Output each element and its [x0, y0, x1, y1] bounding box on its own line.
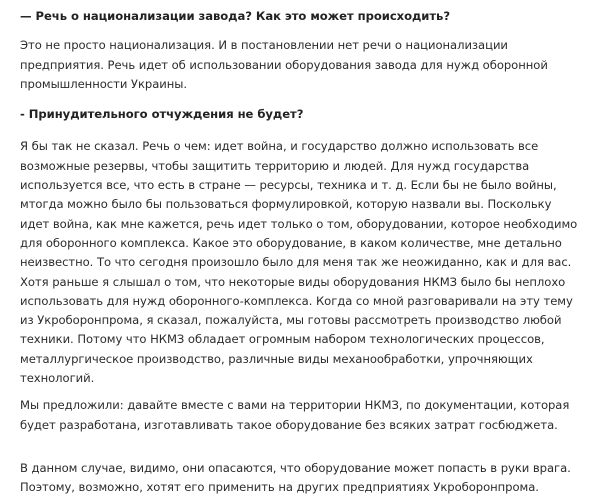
interview-answer: Я бы так не сказал. Речь о чем: идет война, и государство должно использовать все возможные резервы, чтобы защитить территорию и людей. Для нужд государства используется все, что есть в стране — ресурсы, техника и т. д. Если бы не было войны, мтогда можно было бы пользоваться формулировкой, которую назвали вы. Поскольку идет война, как мне кажется, речь идет только о том, оборудовании, которое необходимо для оборонного комплекса. Какое это оборудование, в каком количестве, мне детально неизвестно. То что сегодня произошло было для меня так же неожиданно, как и для вас. Хотя раньше я слышал о том, что некоторые виды оборудования НКМЗ было бы неплохо использовать для нужд оборонного-комплекса. Когда со мной разговаривали на эту тему из Укроборонпрома, я сказал, пожалуйста, мы готовы рассмотреть производство любой техники. Потому что НКМЗ обладает огромным набором технологических процессов, металлургическое производство, различные виды механообработки, упрочняющих технологий.: [20, 139, 578, 386]
interview-answer: В данном случае, видимо, они опасаются, что оборудование может попасть в руки врага. Поэтому, возможно, хотят его применить на других предприятиях Укроборонпрома.: [20, 460, 571, 495]
interview-answer: Мы предложили: давайте вместе с вами на территории НКМЗ, по документации, которая будет разработана, изготавливать такое оборудование без всяких затрат госбюджета.: [20, 398, 570, 432]
interview-question: - Принудительного отчуждения не будет?: [20, 107, 304, 122]
interview-question: — Речь о национализации завода? Как это может происходить?: [20, 9, 451, 23]
interview-answer: Это не просто национализация. И в постановлении нет речи о национализации предприятия. Речь идет об использовании оборудования завода для нужд оборонной промышленности Украины.: [20, 38, 548, 91]
